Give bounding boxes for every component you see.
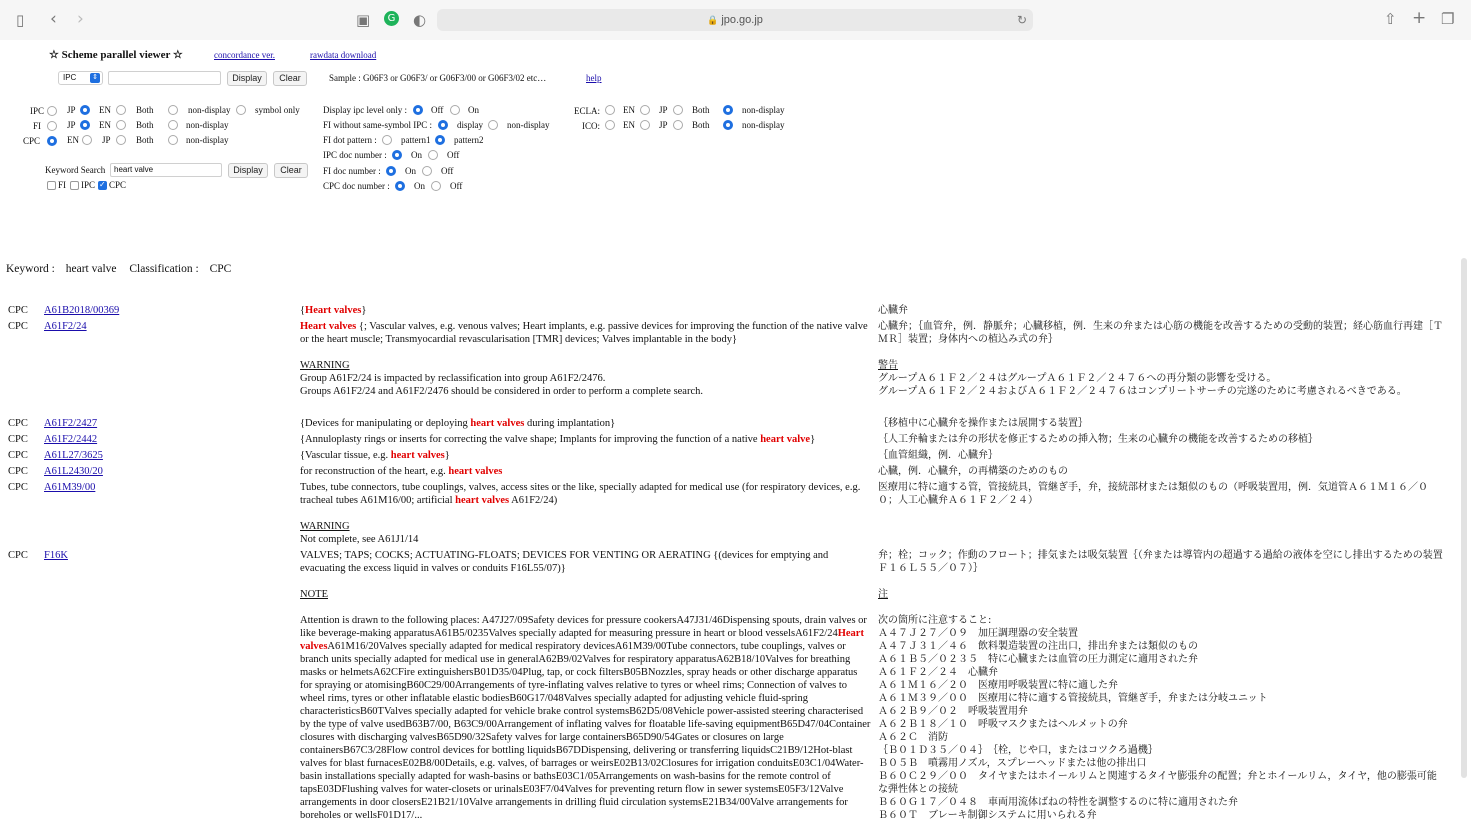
pattern2-radio[interactable] <box>435 135 445 145</box>
fi-doc-number-label: FI doc number : <box>323 166 381 176</box>
result-code-link[interactable]: F16K <box>44 550 68 561</box>
ipc-doc-off-radio[interactable] <box>428 150 438 160</box>
sample-text: Sample : G06F3 or G06F3/ or G06F3/00 or G06F3/02 etc… <box>329 73 547 83</box>
keyword-search-label: Keyword Search <box>45 165 106 175</box>
result-english-text: Heart valves {; Vascular valves, e.g. venous valves; Heart implants, e.g. passive devices for improving the function of the native valve or the heart muscle; Transmyocardial revascularisation [TMR] devices; Valves implantable in the body} WARNING Group A61F2/24 is impacted by reclassification into group A61F2/2476. Groups A61F2/24 and A61F2/2476 should be considered in order to perform a complete search. <box>300 321 868 397</box>
ecla-label: ECLA: <box>574 106 600 116</box>
new-tab-icon[interactable]: + <box>1412 8 1427 28</box>
fi-label: FI <box>33 121 42 131</box>
result-scheme: CPC <box>8 305 28 316</box>
address-bar[interactable] <box>437 9 1033 31</box>
ico-en-radio[interactable] <box>640 120 650 130</box>
result-code-link[interactable]: A61L2430/20 <box>44 466 103 477</box>
fi-doc-on-label: On <box>405 166 416 176</box>
ipc-level-off-label: Off <box>431 105 444 115</box>
ico-nondisplay-radio[interactable] <box>723 120 733 130</box>
result-japanese-text: ｛血管組織，例．心臓弁｝ <box>878 450 998 461</box>
ipc-doc-off-label: Off <box>447 150 460 160</box>
ipc-symbolonly-label: symbol only <box>255 105 300 115</box>
fi-same-nondisplay-label: non-display <box>507 120 550 130</box>
ecla-both-label: Both <box>692 105 710 115</box>
filter-cpc-checkbox[interactable] <box>98 181 107 190</box>
result-code-link[interactable]: A61F2/24 <box>44 321 87 332</box>
result-scheme: CPC <box>8 434 28 445</box>
ipc-en-radio[interactable] <box>116 105 126 115</box>
folder-icon[interactable]: ▣ <box>356 11 371 29</box>
result-japanese-text: 心臓，例．心臓弁，の再構築のためのもの <box>878 466 1068 477</box>
cpc-en-label: EN <box>67 135 79 145</box>
cpc-both-label: Both <box>136 135 154 145</box>
ico-both-label: Both <box>692 120 710 130</box>
display-button[interactable]: Display <box>227 71 267 86</box>
cpc-nondisplay-label: non-display <box>186 135 229 145</box>
result-code-link[interactable]: A61L27/3625 <box>44 450 103 461</box>
ipc-level-off-radio[interactable] <box>413 105 423 115</box>
ecla-jp-label: JP <box>659 105 668 115</box>
ipc-level-on-radio[interactable] <box>450 105 460 115</box>
cpc-selected-radio[interactable] <box>47 136 57 146</box>
cpc-label: CPC <box>23 136 41 146</box>
scheme-select[interactable] <box>58 71 103 85</box>
browser-toolbar <box>0 0 1471 40</box>
result-scheme: CPC <box>8 466 28 477</box>
cpc-en-radio[interactable] <box>82 135 92 145</box>
ecla-jp-radio[interactable] <box>673 105 683 115</box>
filter-fi-checkbox[interactable] <box>47 181 56 190</box>
ecla-off-radio[interactable] <box>605 105 615 115</box>
ipc-both-radio[interactable] <box>168 105 178 115</box>
result-english-text: {Vascular tissue, e.g. heart valves} <box>300 450 450 461</box>
symbol-input[interactable] <box>108 71 221 85</box>
share-icon[interactable]: ⇧ <box>1384 10 1397 28</box>
url-text: jpo.go.jp <box>721 14 763 26</box>
lock-icon: 🔒 <box>707 15 719 25</box>
keyword-clear-button[interactable]: Clear <box>274 163 308 178</box>
ico-jp-radio[interactable] <box>673 120 683 130</box>
ipc-doc-number-label: IPC doc number : <box>323 150 387 160</box>
cpc-both-radio[interactable] <box>168 135 178 145</box>
ico-off-radio[interactable] <box>605 120 615 130</box>
pattern1-radio[interactable] <box>382 135 392 145</box>
result-code-link[interactable]: A61B2018/00369 <box>44 305 120 316</box>
pattern1-label: pattern1 <box>401 135 431 145</box>
ipc-nondisplay-label: non-display <box>188 105 231 115</box>
result-english-text: {Annuloplasty rings or inserts for correcting the valve shape; Implants for improving the function of a native heart valve} <box>300 434 816 445</box>
grammarly-icon[interactable]: G <box>384 11 399 26</box>
classification-summary-label: Classification : <box>129 263 199 275</box>
chevron-updown-icon: ⇕ <box>90 73 100 83</box>
classification-summary-value: CPC <box>209 263 232 275</box>
cpc-doc-off-label: Off <box>450 181 463 191</box>
cpc-jp-radio[interactable] <box>116 135 126 145</box>
fi-same-symbol-label: FI without same-symbol IPC : <box>323 120 433 130</box>
back-icon[interactable]: ‹ <box>50 9 57 29</box>
cpc-doc-on-label: On <box>414 181 425 191</box>
filter-fi-label: FI <box>58 180 67 190</box>
ecla-en-label: EN <box>623 105 635 115</box>
fi-jp-label: JP <box>67 120 76 130</box>
ecla-nondisplay-label: non-display <box>742 105 785 115</box>
keyword-search-input[interactable]: heart valve <box>110 163 222 177</box>
ipc-level-label: Display ipc level only : <box>323 105 407 115</box>
filter-ipc-checkbox[interactable] <box>70 181 79 190</box>
ecla-en-radio[interactable] <box>640 105 650 115</box>
cpc-doc-off-radio[interactable] <box>431 181 441 191</box>
ipc-off-radio[interactable] <box>47 106 57 116</box>
cpc-doc-number-label: CPC doc number : <box>323 181 390 191</box>
fi-en-label: EN <box>99 120 111 130</box>
result-japanese-text: 心臓弁；｛血管弁，例．静脈弁；心臓移植，例．生来の弁または心筋の機能を改善するための受動的装置；経心筋血行再建［ＴＭＲ］装置；身体内への植込み式の弁｝ 警告 グループＡ６１Ｆ２／２４はグループＡ６１Ｆ２／２４７６への再分類の影響を受ける。 グループＡ６１Ｆ２／２４およびＡ６１Ｆ２／２４７６はコンプリートサーチの完遂のために考慮されるべきである。 <box>878 321 1443 397</box>
keyword-display-button[interactable]: Display <box>228 163 268 178</box>
ipc-level-on-label: On <box>468 105 479 115</box>
shield-icon[interactable]: ◐ <box>413 11 427 29</box>
cpc-doc-on-radio[interactable] <box>395 181 405 191</box>
result-english-text: {Heart valves} <box>300 305 367 316</box>
filter-cpc-label: CPC <box>109 180 127 190</box>
fi-doc-off-label: Off <box>441 166 454 176</box>
pattern2-label: pattern2 <box>454 135 484 145</box>
scheme-select-value: IPC <box>63 73 77 82</box>
result-scheme: CPC <box>8 418 28 429</box>
cpc-jp-label: JP <box>102 135 111 145</box>
ipc-en-label: EN <box>99 105 111 115</box>
ico-en-label: EN <box>623 120 635 130</box>
filter-ipc-label: IPC <box>81 180 96 190</box>
fi-en-radio[interactable] <box>116 120 126 130</box>
ico-nondisplay-label: non-display <box>742 120 785 130</box>
rawdata-download-link[interactable]: rawdata download <box>310 50 377 60</box>
result-english-text: Tubes, tube connectors, tube couplings, valves, access sites or the like, specially adapted for medical use (for respiratory devices, e.g. tracheal tubes A61M16/00; artificial heart valves A61F2/24) WARNING Not complete, see A61J1/14 <box>300 482 861 545</box>
result-english-text: for reconstruction of the heart, e.g. heart valves <box>300 466 503 477</box>
ico-jp-label: JP <box>659 120 668 130</box>
result-scheme: CPC <box>8 550 28 561</box>
result-english-text: VALVES; TAPS; COCKS; ACTUATING-FLOATS; DEVICES FOR VENTING OR AERATING {(devices for emptying and evacuating the excess liquid in valves or conduits F16L55/07)} NOTE Attention is drawn to the following places: A47J27/09Safety devices for pressure cookersA47J31/46Dispensing spouts, drain valves or like beverage-making apparatusA61B5/0235Valves specially adapted for measuring pressure in heart or blood vesselsA61F2/24Heart valvesA61M16/20Valves specially adapted for medical respiratory devicesA61M39/00Tube connectors, tube couplings, valves or branch units specially adapted for medical use in generalA62B9/02Valves for respiratory apparatusA62B18/10Valves for breathing masks or helmetsA62CFire extinguishersB01D35/04Plug, tap, or cock filtersB05BNozzles, spray heads or other discharge apparatus for spraying or atomisingB60C29/00Arrangements of tyre-inflating valves relative to tyres or wheel rims; Connection of valves to wheel rims, tyres or other inflatable elastic bodiesB60G17/048Valves specially adapted for adjusting vehicle fluid-spring characteristicsB60TValves specially adapted for vehicle brake control systemsB62D5/08Vehicle power-assisted steering characterised by the type of valve usedB63B7/00, B63C9/00Arrangement of inflating valves for floatable life-saving equipmentB65D47/04Container closures with discharging valvesB65D90/32Safety valves for large containersB65D90/54Gates or closures on large containersB67C3/28Flow control devices for bottling liquidsB67DDispensing, delivering or transferring liquidsC21B9/12Hot-blast valves for blast furnacesE02B8/00Details, e.g. valves, of barrages or weirsE02B13/02Closures for irrigation conduitsE03C1/04Water-basin installations specially adapted for wash-basins or bathsE03C1/05Arrangements on wash-basins for the remote control of tapsE03DFlushing valves for water-closets or urinalsE03F7/04Valves for preventing return flow in sewer systemsE05F3/12Valve arrangements in door closersE21B21/10Valve arrangements in drilling fluid circulation systemsE21B34/00Valve arrangements for boreholes or wellsF01D17/... <box>300 550 871 821</box>
fi-dot-pattern-label: FI dot pattern : <box>323 135 377 145</box>
fi-nondisplay-label: non-display <box>186 120 229 130</box>
fi-off-radio[interactable] <box>47 121 57 131</box>
clear-button[interactable]: Clear <box>273 71 307 86</box>
ipc-both-label: Both <box>136 105 154 115</box>
reload-icon[interactable]: ↻ <box>1016 13 1027 27</box>
result-code-link[interactable]: A61F2/2427 <box>44 418 98 429</box>
concordance-link[interactable]: concordance ver. <box>214 50 275 60</box>
result-scheme: CPC <box>8 321 28 332</box>
fi-same-nondisplay-radio[interactable] <box>488 120 498 130</box>
fi-jp-radio[interactable] <box>80 120 90 130</box>
keyword-summary-value: heart valve <box>65 263 117 275</box>
result-japanese-text: 弁；栓；コック；作動のフロート；排気または吸気装置｛（弁または導管内の超過する過給の液体を空にし排出するための装置Ｆ１６Ｌ５５／０７）｝ 注 次の箇所に注意すること: Ａ４７Ｊ２７／０９ 加圧調理器の安全装置 Ａ４７Ｊ３１／４６ 飲料製造装置の注出口，排出弁または類似のもの Ａ６１Ｂ５／０２３５ 特に心臓または血管の圧力測定に適用された弁 Ａ６１Ｆ２／２４ 心臓弁 Ａ６１Ｍ１６／２０ 医療用呼吸装置に特に適した弁 Ａ６１Ｍ３９／００ 医療用に特に適する管接続具，管継ぎ手，弁または分岐ユニット Ａ６２Ｂ９／０２ 呼吸装置用弁 Ａ６２Ｂ１８／１０ 呼吸マスクまたはヘルメットの弁 Ａ６２Ｃ 消防 ｛Ｂ０１Ｄ３５／０４｝ ｛栓，じや口，またはコツクろ過機｝ Ｂ０５Ｂ 噴霧用ノズル，スプレーヘッドまたは他の排出口 Ｂ６０Ｃ２９／００ タイヤまたはホイールリムと関連するタイヤ膨張弁の配置；弁とホイールリム，タイヤ，他の膨張可能な弾性体との接続 Ｂ６０Ｇ１７／０４８ 車両用流体ばねの特性を調整するのに特に適用された弁 Ｂ６０Ｔ ブレーキ制御システムに用いられる弁 <box>878 550 1443 821</box>
ipc-label: IPC <box>30 106 45 116</box>
fi-same-display-label: display <box>457 120 483 130</box>
ipc-doc-on-label: On <box>411 150 422 160</box>
result-japanese-text: ｛人工弁輪または弁の形状を修正するための挿入物；生来の心臓弁の機能を改善するための移植｝ <box>878 434 1318 445</box>
result-japanese-text: ｛移植中に心臓弁を操作または展開する装置｝ <box>878 418 1088 429</box>
page-title: ☆ Scheme parallel viewer ☆ <box>49 49 183 61</box>
fi-doc-off-radio[interactable] <box>422 166 432 176</box>
fi-both-radio[interactable] <box>168 120 178 130</box>
sidebar-toggle-icon[interactable]: ▯ <box>16 11 25 29</box>
vertical-scrollbar[interactable] <box>1461 258 1467 778</box>
result-japanese-text: 心臓弁 <box>878 305 908 316</box>
fi-both-label: Both <box>136 120 154 130</box>
ico-label: ICO: <box>582 121 600 131</box>
search-summary <box>6 263 231 275</box>
result-japanese-text: 医療用に特に適する管，管接続具，管継ぎ手，弁，接続部材または類似のもの（呼吸装置用，例．気道管Ａ６１Ｍ１６／００；人工心臓弁Ａ６１Ｆ２／２４） <box>878 482 1428 506</box>
result-code-link[interactable]: A61F2/2442 <box>44 434 98 445</box>
ipc-nondisplay-radio[interactable] <box>236 105 246 115</box>
help-link[interactable]: help <box>586 73 602 83</box>
fi-doc-on-radio[interactable] <box>386 166 396 176</box>
keyword-summary-label: Keyword : <box>6 263 55 275</box>
ipc-jp-radio[interactable] <box>80 105 90 115</box>
result-english-text: {Devices for manipulating or deploying heart valves during implantation} <box>300 418 616 429</box>
ipc-jp-label: JP <box>67 105 76 115</box>
ipc-doc-on-radio[interactable] <box>392 150 402 160</box>
result-code-link[interactable]: A61M39/00 <box>44 482 96 493</box>
ecla-nondisplay-radio[interactable] <box>723 105 733 115</box>
fi-same-display-radio[interactable] <box>438 120 448 130</box>
tabs-overview-icon[interactable]: ❐ <box>1441 10 1455 28</box>
forward-icon[interactable]: › <box>77 9 84 29</box>
result-scheme: CPC <box>8 450 28 461</box>
result-scheme: CPC <box>8 482 28 493</box>
